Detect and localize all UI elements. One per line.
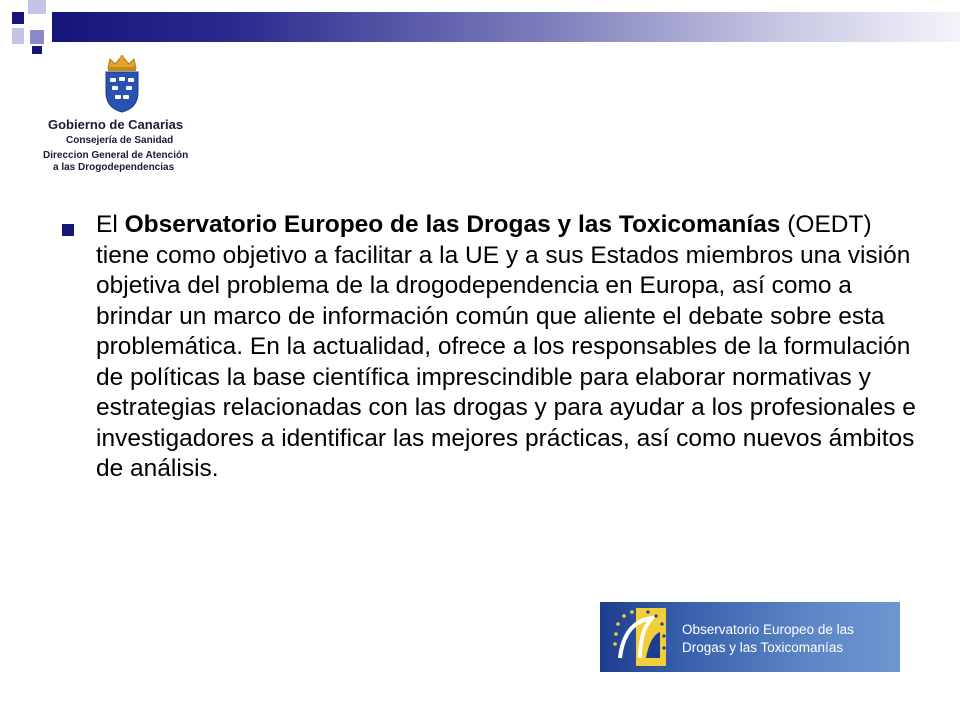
body-paragraph	[96, 210, 926, 485]
coat-of-arms-icon	[100, 54, 144, 114]
observatory-name: Observatorio Europeo de las Drogas y las Toxicomanías	[124, 211, 781, 238]
bullet-marker	[62, 224, 74, 236]
banner-line-1: Observatorio Europeo de las	[682, 622, 854, 637]
deco-square-light	[28, 0, 46, 14]
deco-square-navy	[12, 12, 24, 24]
org-name: Gobierno de Canarias	[48, 117, 184, 132]
banner-line-2: Drogas y las Toxicomanías	[682, 640, 844, 655]
deco-square-mid	[30, 30, 44, 44]
intro-text: El	[96, 211, 125, 238]
body-text: (OEDT) tiene como objetivo a facilitar a la UE y a sus Estados miembros una visión objetiva del problema de la drogodependencia en Europa, así como a brindar un marco de información común que aliente el debate sobre esta problemática. En la actualidad, ofrece a los responsables de la formulación de políticas la base científica imprescindible para elaborar normativas y estrategias relacionadas con las drogas y para ayudar a los profesionales e investigadores a identificar las mejores prácticas, así como nuevos ámbitos de análisis.	[96, 211, 916, 482]
directorate-line-1: Direccion General de Atención	[43, 150, 189, 161]
directorate-line-2: a las Drogodependencias	[53, 162, 175, 173]
department-name: Consejería de Sanidad	[66, 135, 174, 146]
oedt-banner	[600, 602, 900, 672]
deco-square-navy	[32, 46, 42, 54]
oedt-logo-icon	[610, 608, 668, 666]
top-gradient-bar	[52, 12, 960, 42]
deco-square-light	[12, 28, 24, 44]
